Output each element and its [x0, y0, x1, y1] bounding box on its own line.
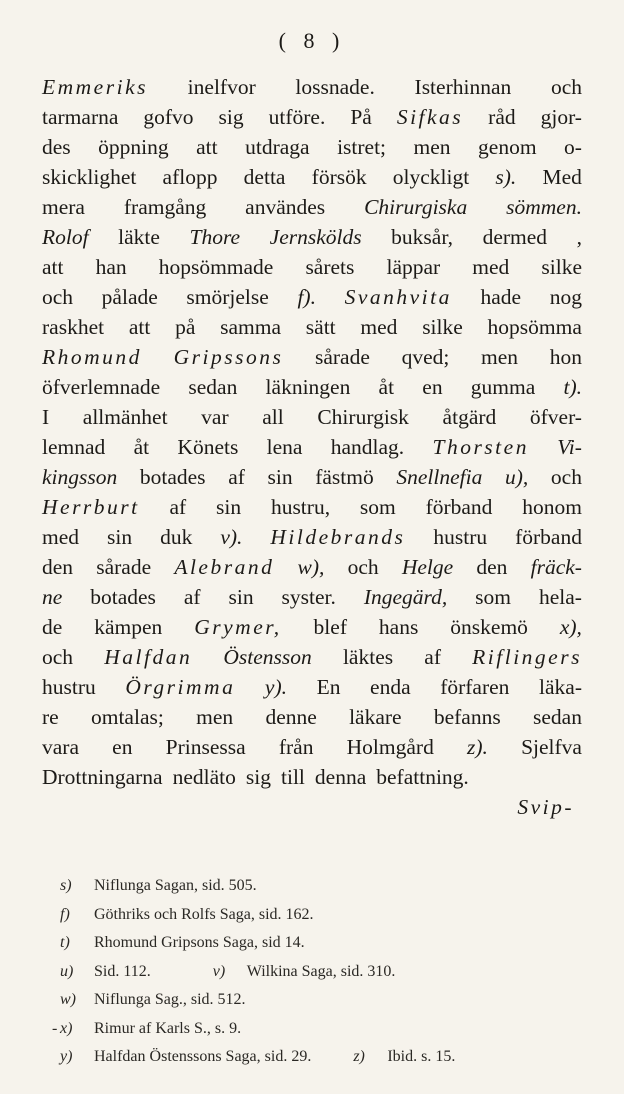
word: Chirurgiska: [364, 195, 468, 219]
word: att: [42, 255, 64, 279]
word: sin: [228, 585, 254, 609]
word: Snellnefia: [396, 465, 483, 489]
text-line: [42, 72, 582, 102]
word: sårade: [314, 345, 370, 369]
word: hon: [549, 345, 582, 369]
footnote-text: Sid. 112.: [94, 962, 151, 980]
text-line: [42, 402, 582, 432]
word: den: [42, 555, 74, 579]
word: råd: [488, 105, 516, 129]
word: silke: [422, 315, 463, 339]
word: hela-: [538, 585, 582, 609]
catchword: Svip-: [517, 795, 574, 819]
footnote-mark: w): [60, 991, 76, 1008]
footnote-text: Rimur af Karls S., s. 9.: [94, 1019, 242, 1037]
word: af: [424, 645, 441, 669]
word: öfverlemnade: [42, 375, 161, 399]
word: x),: [559, 615, 582, 639]
word: Holmgård: [346, 735, 434, 759]
word: som: [475, 585, 512, 609]
word: all: [262, 405, 284, 429]
text-line: [42, 432, 582, 462]
footnote-t: [60, 929, 580, 958]
word: raskhet: [42, 315, 105, 339]
word: Vi-: [557, 435, 582, 459]
footnote-y-z: [60, 1043, 580, 1072]
footnote-text: Rhomund Gripsons Saga, sid 14.: [94, 934, 305, 951]
word: hopsömma: [487, 315, 582, 339]
word: I: [42, 405, 50, 429]
body-text: [42, 72, 582, 822]
word: han: [95, 255, 127, 279]
word: Örgrimma: [125, 675, 236, 699]
word: Svanhvita: [344, 285, 452, 309]
word: pålade: [101, 285, 158, 309]
word: men: [413, 135, 451, 159]
word: läkare: [349, 705, 402, 729]
word: Isterhinnan: [414, 75, 512, 99]
word: utföre.: [268, 105, 326, 129]
word: och: [42, 285, 74, 309]
word: hade: [480, 285, 522, 309]
word: utdraga: [245, 135, 310, 159]
word: fräck-: [530, 555, 582, 579]
word: aflopp: [162, 165, 218, 189]
word: till: [281, 765, 305, 789]
word: sig: [218, 105, 244, 129]
word: Med: [542, 165, 582, 189]
word: s).: [495, 165, 517, 189]
word: af: [169, 495, 187, 519]
word: sig: [245, 765, 271, 789]
footnote-w: [60, 986, 580, 1015]
word: y).: [264, 675, 287, 699]
word: inelfvor: [187, 75, 256, 99]
word: kingsson: [42, 465, 118, 489]
word: detta: [243, 165, 286, 189]
word: läka-: [539, 675, 582, 699]
word: sårade: [96, 555, 152, 579]
word: Jernskölds: [269, 225, 362, 249]
word: tarmarna: [42, 105, 119, 129]
word: Sifkas: [396, 105, 464, 129]
word: vara: [42, 735, 79, 759]
word: Chirurgisk: [317, 405, 409, 429]
word: allmänhet: [82, 405, 168, 429]
word: sedan: [188, 375, 238, 399]
word: botades: [139, 465, 206, 489]
text-line: [42, 462, 582, 492]
word: sårets: [305, 255, 355, 279]
text-line: [42, 672, 582, 702]
word: Emmeriks: [42, 75, 148, 99]
word: en: [112, 735, 133, 759]
word: försök: [311, 165, 367, 189]
text-line: [42, 522, 582, 552]
text-line: [42, 342, 582, 372]
word: På: [350, 105, 372, 129]
word: ne: [42, 585, 63, 609]
word: honom: [522, 495, 582, 519]
word: åtgärd: [442, 405, 497, 429]
word: des: [42, 135, 71, 159]
word: som: [359, 495, 396, 519]
word: sedan: [533, 705, 582, 729]
word: hustru,: [270, 495, 331, 519]
word: f).: [297, 285, 316, 309]
text-line: [42, 702, 582, 732]
word: omtalas;: [90, 705, 164, 729]
footnote-mark: t): [60, 934, 70, 951]
footnote-s: [60, 872, 580, 901]
text-line: [42, 312, 582, 342]
word: sömmen.: [506, 195, 582, 219]
word: nog: [549, 285, 582, 309]
word: w),: [297, 555, 325, 579]
footnote-f: [60, 901, 580, 930]
word: botades: [90, 585, 156, 609]
word: att: [196, 135, 218, 159]
text-line: [42, 132, 582, 162]
text-line: [42, 282, 582, 312]
word: v).: [220, 525, 243, 549]
word: fästmö: [315, 465, 374, 489]
word: lemnad: [42, 435, 106, 459]
footnote-mark: x): [60, 1019, 73, 1037]
word: med: [42, 525, 80, 549]
footnote-u-v: [60, 958, 580, 987]
word: Sjelfva: [521, 735, 582, 759]
word: Drottningarna: [42, 765, 163, 789]
word: Riflingers: [472, 645, 582, 669]
word: förband: [425, 495, 493, 519]
footnote-text: Wilkina Saga, sid. 310.: [246, 962, 396, 980]
text-line: [42, 252, 582, 282]
word: förband: [515, 525, 582, 549]
catchword-line: [42, 792, 582, 822]
word: och: [347, 555, 379, 579]
footnote-mark: u): [60, 962, 74, 980]
word: Herrburt: [42, 495, 140, 519]
word: var: [201, 405, 229, 429]
text-line: [42, 762, 582, 792]
word: Grymer,: [194, 615, 282, 639]
word: att: [128, 315, 151, 339]
word: de: [42, 615, 63, 639]
footnote-mark: y): [60, 1048, 73, 1065]
word: istret;: [337, 135, 387, 159]
word: denna: [314, 765, 367, 789]
word: en: [422, 375, 443, 399]
word: Alebrand: [174, 555, 275, 579]
word: lena: [266, 435, 303, 459]
word: buksår,: [391, 225, 454, 249]
word: ,: [576, 225, 582, 249]
text-line: [42, 582, 582, 612]
word: läkningen: [265, 375, 351, 399]
word: öppning: [98, 135, 169, 159]
footnote-text: Ibid. s. 15.: [387, 1048, 456, 1065]
footnote-mark: s): [60, 877, 72, 894]
word: Helge: [401, 555, 454, 579]
word: önskemö: [450, 615, 528, 639]
word: gumma: [470, 375, 536, 399]
word: hopsömmade: [158, 255, 274, 279]
word: den: [476, 555, 508, 579]
text-line: [42, 102, 582, 132]
word: Rolof: [42, 225, 89, 249]
word: blef: [313, 615, 347, 639]
word: af: [183, 585, 201, 609]
word: Östensson: [223, 645, 312, 669]
word: kämpen: [94, 615, 163, 639]
word: dermed: [482, 225, 548, 249]
word: samma: [220, 315, 282, 339]
word: silke: [541, 255, 582, 279]
word: åt: [378, 375, 395, 399]
word: gjor-: [540, 105, 582, 129]
text-line: [42, 612, 582, 642]
text-line: [42, 492, 582, 522]
word: u),: [505, 465, 529, 489]
word: befanns: [433, 705, 501, 729]
word: med: [472, 255, 510, 279]
word: användes: [245, 195, 326, 219]
word: genom: [478, 135, 537, 159]
text-line: [42, 222, 582, 252]
footnote-text: Göthriks och Rolfs Saga, sid. 162.: [94, 905, 314, 923]
word: gofvo: [143, 105, 194, 129]
word: och: [42, 645, 74, 669]
word: Rhomund: [42, 345, 142, 369]
footnote-text: Niflunga Sag., sid. 512.: [94, 991, 246, 1008]
footnote-text: Halfdan Östenssons Saga, sid. 29.: [94, 1048, 312, 1065]
word: z).: [467, 735, 488, 759]
word: qved;: [401, 345, 450, 369]
word: på: [175, 315, 196, 339]
word: från: [278, 735, 314, 759]
footnote-text: Niflunga Sagan, sid. 505.: [94, 877, 257, 894]
word: mera: [42, 195, 85, 219]
text-line: [42, 552, 582, 582]
word: Prinsessa: [165, 735, 246, 759]
word: och: [550, 75, 582, 99]
word: hustru: [42, 675, 96, 699]
word: enda: [370, 675, 411, 699]
word: hustru: [433, 525, 488, 549]
word: Hildebrands: [270, 525, 406, 549]
word: duk: [160, 525, 193, 549]
footnote-mark: z): [353, 1048, 365, 1065]
word: sin: [267, 465, 293, 489]
word: t).: [563, 375, 582, 399]
stray-dash: -: [52, 1019, 58, 1037]
page-number: ( 8 ): [278, 28, 346, 53]
word: läppar: [386, 255, 441, 279]
word: Könets: [177, 435, 239, 459]
word: läktes: [342, 645, 394, 669]
footnotes: [52, 872, 580, 1072]
footnote-mark: v): [212, 962, 226, 980]
word: hans: [378, 615, 419, 639]
word: sätt: [305, 315, 336, 339]
footnote-mark: f): [60, 905, 70, 923]
word: re: [42, 705, 59, 729]
word: och: [550, 465, 582, 489]
word: olyckligt: [392, 165, 470, 189]
word: Halfdan: [104, 645, 193, 669]
word: Thorsten: [432, 435, 529, 459]
word: En: [316, 675, 341, 699]
word: framgång: [123, 195, 207, 219]
word: handlag.: [330, 435, 405, 459]
word: sin: [107, 525, 133, 549]
word: af: [228, 465, 245, 489]
word: lossnade.: [295, 75, 375, 99]
word: smörjelse: [186, 285, 269, 309]
footnote-x: [52, 1015, 580, 1044]
word: skicklighet: [42, 165, 137, 189]
word: läkte: [118, 225, 160, 249]
word: men: [196, 705, 234, 729]
word: Gripssons: [173, 345, 284, 369]
word: nedläto: [172, 765, 236, 789]
text-line: [42, 162, 582, 192]
word: med: [360, 315, 398, 339]
word: öfver-: [529, 405, 582, 429]
text-line: [42, 642, 582, 672]
word: förfaren: [440, 675, 510, 699]
text-line: [42, 372, 582, 402]
word: o-: [564, 135, 582, 159]
word: åt: [133, 435, 150, 459]
text-line: [42, 192, 582, 222]
word: syster.: [281, 585, 336, 609]
text-line: [42, 732, 582, 762]
word: Ingegärd,: [363, 585, 448, 609]
word: befattning.: [376, 765, 469, 789]
word: men: [481, 345, 519, 369]
word: sin: [216, 495, 242, 519]
word: Thore: [189, 225, 241, 249]
word: denne: [265, 705, 317, 729]
